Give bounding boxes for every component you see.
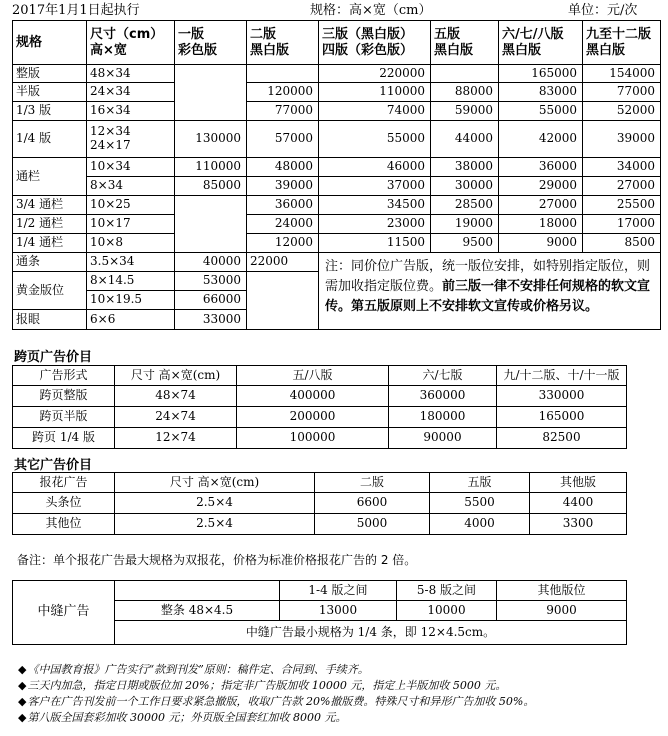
price-cell: 90000	[389, 428, 497, 449]
seam-header-cell: 1-4 版之间	[280, 581, 397, 601]
price-cell: 3300	[530, 514, 627, 535]
price-cell: 39000	[583, 121, 661, 158]
page1-blank-cell	[175, 196, 247, 253]
row-spec: 报眼	[13, 310, 87, 330]
price-cell: 5000	[315, 514, 430, 535]
price-cell: 27000	[499, 196, 583, 215]
price-cell: 34000	[583, 158, 661, 177]
seam-row-label: 整条 48×4.5	[115, 601, 280, 621]
price-cell: 52000	[583, 102, 661, 121]
price-cell: 53000	[175, 272, 247, 291]
other-header-cell: 报花广告	[13, 473, 115, 493]
diamond-bullet-icon: ◆	[18, 711, 27, 724]
price-cell: 48000	[247, 158, 319, 177]
price-cell: 110000	[175, 158, 247, 177]
price-cell: 42000	[499, 121, 583, 158]
price-cell: 120000	[247, 83, 319, 102]
price-cell: 110000	[319, 83, 431, 102]
price-cell: 44000	[431, 121, 499, 158]
price-cell: 30000	[431, 177, 499, 196]
row-size: 3.5×34	[87, 253, 175, 272]
table-row	[13, 514, 627, 535]
price-cell: 29000	[499, 177, 583, 196]
price-cell: 11500	[319, 234, 431, 253]
price-cell: 100000	[237, 428, 389, 449]
price-cell: 37000	[319, 177, 431, 196]
price-cell: 18000	[499, 215, 583, 234]
other-header-cell: 二版	[315, 473, 430, 493]
header-page912: 九至十二版 黑白版	[583, 21, 661, 65]
price-cell: 13000	[280, 601, 397, 621]
row-spec: 1/4 通栏	[13, 234, 87, 253]
price-cell: 82500	[497, 428, 627, 449]
other-position: 头条位	[13, 493, 115, 514]
price-cell: 165000	[499, 65, 583, 83]
price-cell: 55000	[499, 102, 583, 121]
row-size: 8×34	[87, 177, 175, 196]
price-cell: 77000	[247, 102, 319, 121]
main-price-table	[12, 20, 661, 330]
spread-type: 跨页整版	[13, 386, 115, 407]
row-size: 10×17	[87, 215, 175, 234]
table-row	[13, 253, 661, 272]
other-table	[12, 472, 627, 535]
price-cell: 4000	[430, 514, 530, 535]
row-spec: 通条	[13, 253, 87, 272]
spread-size: 48×74	[115, 386, 237, 407]
price-cell: 9500	[431, 234, 499, 253]
price-cell: 23000	[319, 215, 431, 234]
diamond-bullet-icon: ◆	[18, 695, 27, 708]
seam-header-cell: 其他版位	[497, 581, 627, 601]
footer-line	[18, 680, 506, 691]
price-cell: 165000	[497, 407, 627, 428]
price-cell: 66000	[175, 291, 247, 310]
header-page678: 六/七/八版 黑白版	[499, 21, 583, 65]
spread-size: 12×74	[115, 428, 237, 449]
spread-header-row	[13, 366, 627, 386]
price-cell	[247, 65, 319, 83]
table-row	[13, 215, 661, 234]
row-size: 6×6	[87, 310, 175, 330]
table-row	[13, 196, 661, 215]
remark-text: 备注：单个报花广告最大规格为双报花，价格为标准价格报花广告的 2 倍。	[17, 553, 417, 567]
footer-line	[18, 696, 534, 707]
price-cell: 39000	[247, 177, 319, 196]
price-cell: 220000	[319, 65, 431, 83]
other-size: 2.5×4	[115, 493, 315, 514]
price-cell: 12000	[247, 234, 319, 253]
row-spec: 黄金版位	[13, 272, 87, 310]
row-size: 10×19.5	[87, 291, 175, 310]
price-cell: 10000	[397, 601, 497, 621]
table-row	[13, 158, 661, 177]
price-cell: 36000	[499, 158, 583, 177]
spread-table	[12, 365, 627, 449]
price-cell: 360000	[389, 386, 497, 407]
diamond-bullet-icon: ◆	[18, 679, 27, 692]
price-cell: 27000	[583, 177, 661, 196]
seam-header-cell: 5-8 版之间	[397, 581, 497, 601]
note-bold: 前三版一律不安排任何规格的软文宣传。第五版原则上不安排软文宣传或价格另议。	[325, 279, 651, 315]
row-size: 16×34	[87, 102, 175, 121]
header-page2: 二版 黑白版	[247, 21, 319, 65]
price-cell: 8500	[583, 234, 661, 253]
price-cell: 88000	[431, 83, 499, 102]
table-row	[13, 234, 661, 253]
row-size: 48×34	[87, 65, 175, 83]
spread-header-cell: 九/十二版、十/十一版	[497, 366, 627, 386]
spread-header-cell: 尺寸 高×宽(cm)	[115, 366, 237, 386]
price-cell: 55000	[319, 121, 431, 158]
other-header-cell: 尺寸 高×宽(cm)	[115, 473, 315, 493]
price-cell: 9000	[499, 234, 583, 253]
price-cell: 180000	[389, 407, 497, 428]
other-header-cell: 五版	[430, 473, 530, 493]
table-row	[13, 386, 627, 407]
row-size: 10×8	[87, 234, 175, 253]
other-header-row	[13, 473, 627, 493]
price-cell: 74000	[319, 102, 431, 121]
footer-text: 《中国教育报》广告实行“款到刊发”原则：稿件定、合同到、手续齐。	[27, 663, 369, 676]
footer-text: 三天内加急，指定日期或版位加 20%；指定非广告版加收 10000 元，指定上半版加收 5000 元。	[27, 679, 507, 692]
header-spec: 规格	[13, 21, 87, 65]
page1-blank-cell	[175, 65, 247, 121]
price-cell: 36000	[247, 196, 319, 215]
table-row	[13, 428, 627, 449]
header-page34: 三版（黑白版） 四版（彩色版）	[319, 21, 431, 65]
row-spec: 1/2 通栏	[13, 215, 87, 234]
row-spec: 3/4 通栏	[13, 196, 87, 215]
unit-caption: 单位：元/次	[568, 3, 638, 18]
footer-text: 客户在广告刊发前一个工作日要求紧急撤版，收取广告款 20%撤版费。特殊尺寸和异形广告加收 50%。	[27, 695, 535, 708]
spread-title: 跨页广告价目	[14, 350, 93, 365]
table-row	[13, 83, 661, 102]
footer-line	[18, 664, 369, 675]
header-size: 尺寸（cm） 高×宽	[87, 21, 175, 65]
table-row	[13, 493, 627, 514]
price-cell: 33000	[175, 310, 247, 330]
row-spec: 1/4 版	[13, 121, 87, 158]
price-cell: 4400	[530, 493, 627, 514]
main-note	[319, 253, 661, 330]
price-cell: 59000	[431, 102, 499, 121]
row-size: 8×14.5	[87, 272, 175, 291]
seam-label: 中缝广告	[13, 581, 115, 645]
price-cell: 400000	[237, 386, 389, 407]
price-cell: 77000	[583, 83, 661, 102]
other-header-cell: 其他版	[530, 473, 627, 493]
table-row	[13, 121, 661, 158]
row-size: 10×34	[87, 158, 175, 177]
price-cell: 38000	[431, 158, 499, 177]
row-spec: 整版	[13, 65, 87, 83]
price-cell: 154000	[583, 65, 661, 83]
spread-size: 24×74	[115, 407, 237, 428]
spread-header-cell: 广告形式	[13, 366, 115, 386]
table-row	[13, 177, 661, 196]
table-row	[13, 407, 627, 428]
main-header-row	[13, 21, 661, 65]
spread-header-cell: 六/七版	[389, 366, 497, 386]
price-cell: 25500	[583, 196, 661, 215]
other-title: 其它广告价目	[14, 458, 93, 473]
price-cell: 46000	[319, 158, 431, 177]
price-cell: 9000	[497, 601, 627, 621]
footer-text: 第八版全国套彩加收 30000 元；外页版全国套红加收 8000 元。	[27, 711, 347, 724]
page2-blank-cell	[247, 272, 319, 330]
price-cell: 19000	[431, 215, 499, 234]
seam-table	[12, 580, 627, 645]
price-cell: 40000	[175, 253, 247, 272]
diamond-bullet-icon: ◆	[18, 663, 27, 676]
seam-header-row	[13, 581, 627, 601]
price-cell: 6600	[315, 493, 430, 514]
price-cell: 130000	[175, 121, 247, 158]
seam-blank-header	[115, 581, 280, 601]
row-spec: 1/3 版	[13, 102, 87, 121]
row-size: 10×25	[87, 196, 175, 215]
price-cell: 85000	[175, 177, 247, 196]
price-cell: 34500	[319, 196, 431, 215]
price-cell: 200000	[237, 407, 389, 428]
seam-note: 中缝广告最小规格为 1/4 条，即 12×4.5cm。	[115, 621, 627, 645]
footer-line	[18, 712, 346, 723]
price-cell: 28500	[431, 196, 499, 215]
spread-header-cell: 五/八版	[237, 366, 389, 386]
price-cell	[431, 65, 499, 83]
price-cell: 17000	[583, 215, 661, 234]
price-cell: 22000	[247, 253, 319, 272]
price-cell: 83000	[499, 83, 583, 102]
price-cell: 57000	[247, 121, 319, 158]
other-position: 其他位	[13, 514, 115, 535]
header-page5: 五版 黑白版	[431, 21, 499, 65]
spread-type: 跨页半版	[13, 407, 115, 428]
table-row	[13, 102, 661, 121]
price-cell: 5500	[430, 493, 530, 514]
row-size: 12×34 24×17	[87, 121, 175, 158]
table-row	[13, 65, 661, 83]
note-normal: 注：同价位广告版，统一版位安排，如特别指定版位，则需加收指定版位费。	[325, 259, 651, 295]
effective-date: 2017年1月1日起执行	[12, 3, 140, 18]
row-size: 24×34	[87, 83, 175, 102]
spread-type: 跨页 1/4 版	[13, 428, 115, 449]
row-spec: 通栏	[13, 158, 87, 196]
header-page1: 一版 彩色版	[175, 21, 247, 65]
price-cell: 330000	[497, 386, 627, 407]
spec-caption: 规格：高×宽（cm）	[310, 3, 432, 18]
other-size: 2.5×4	[115, 514, 315, 535]
price-cell: 24000	[247, 215, 319, 234]
row-spec: 半版	[13, 83, 87, 102]
